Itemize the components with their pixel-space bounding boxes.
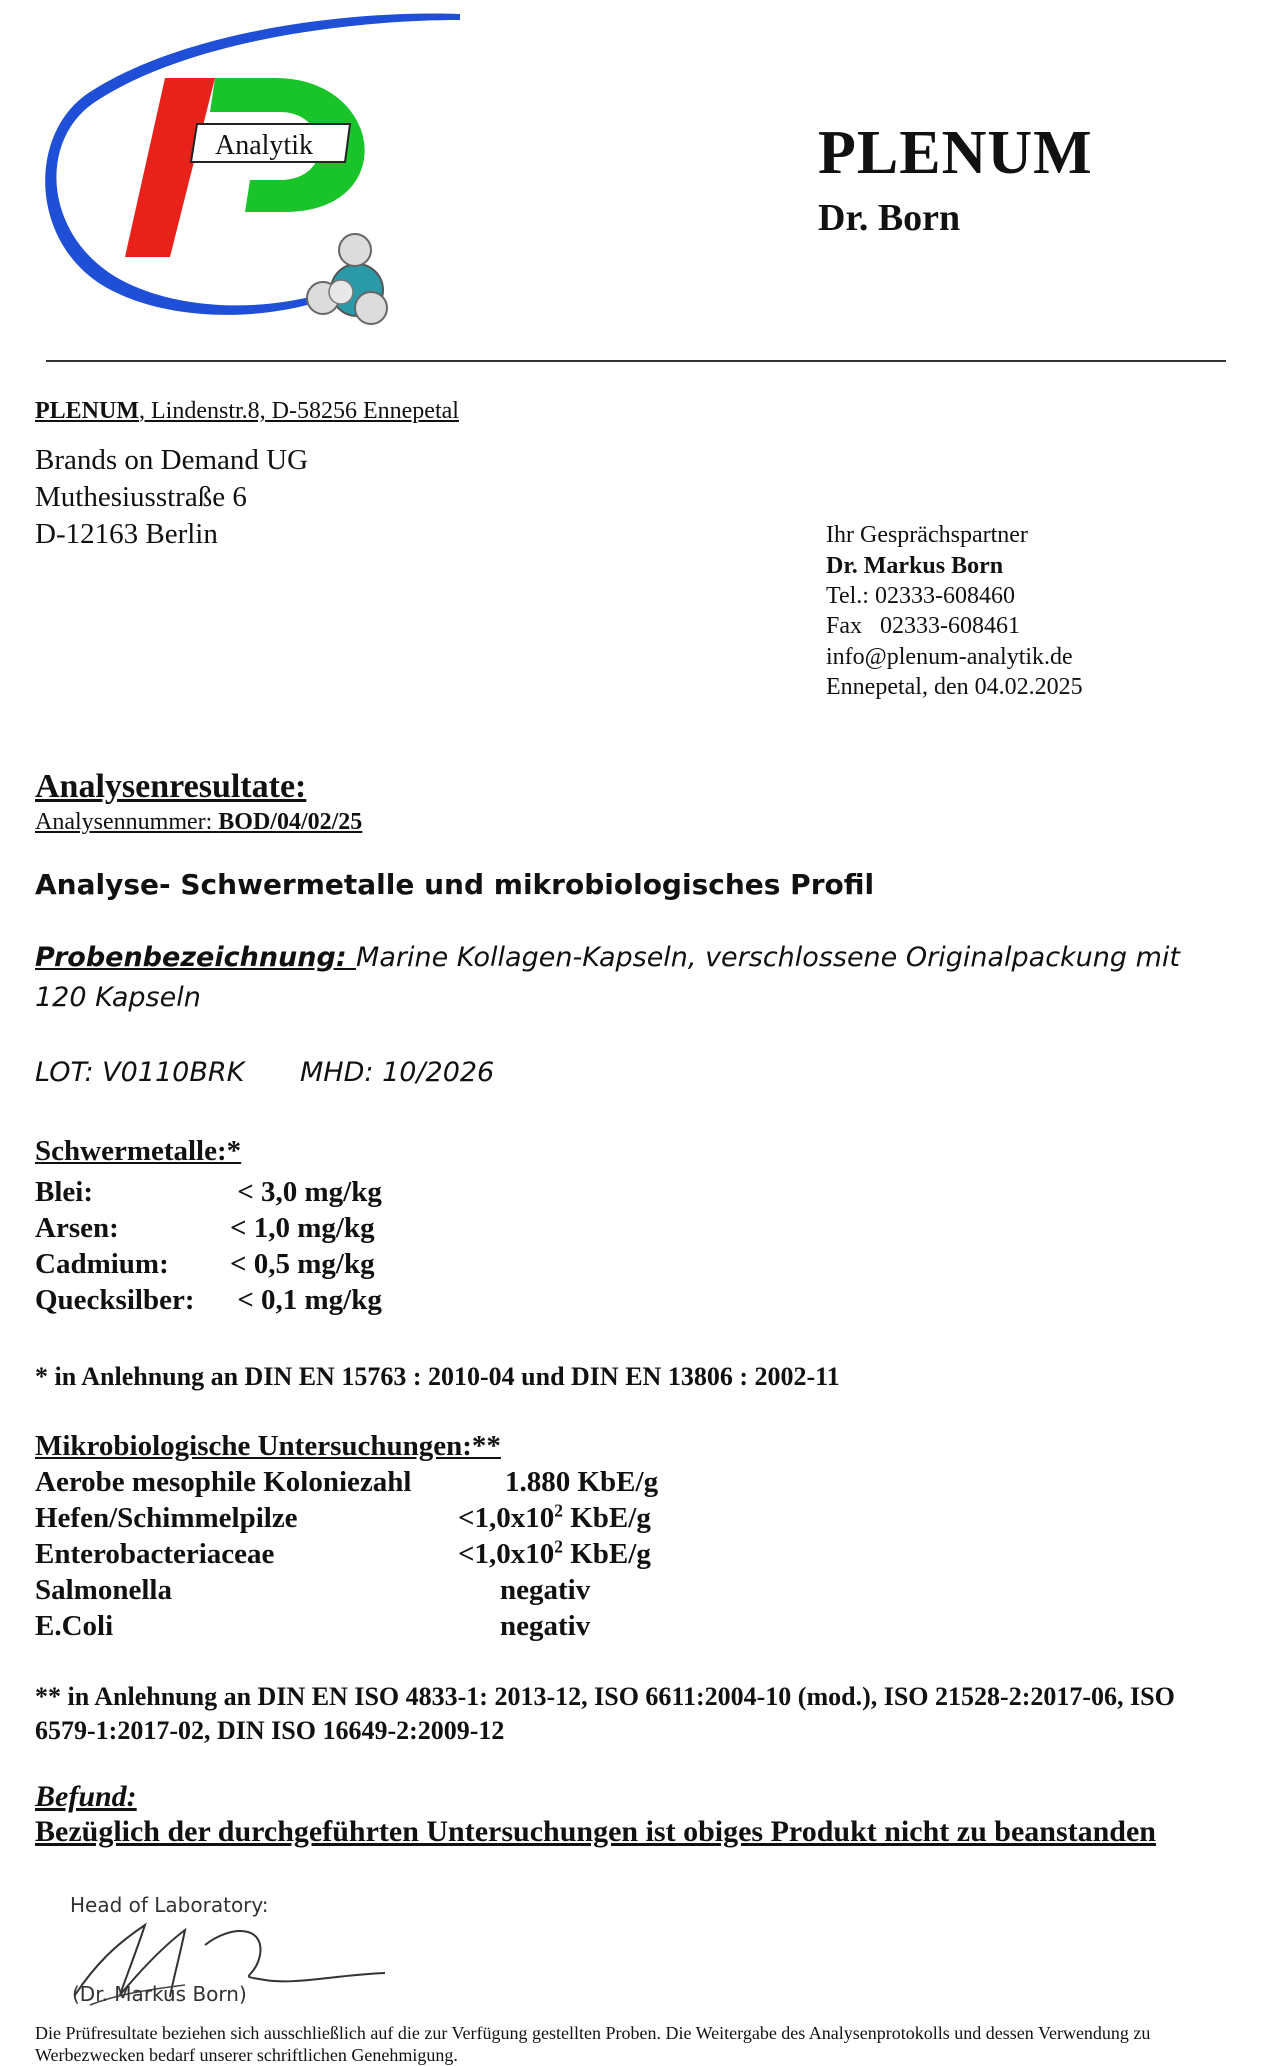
- sender-address-line: [35, 398, 459, 425]
- analysis-number-label: Analysennummer:: [35, 809, 219, 835]
- recipient-line: Muthesiusstraße 6: [35, 481, 247, 513]
- micro-test-name: E.Coli: [35, 1610, 114, 1642]
- metal-value: < 0,5 mg/kg: [230, 1248, 375, 1280]
- micro-test-value: $<1,0x10^2$ KbE/g: [458, 1536, 651, 1570]
- logo-text: Analytik: [215, 130, 313, 161]
- metal-value: < 0,1 mg/kg: [230, 1284, 382, 1316]
- finding-text: Bezüglich der durchgeführten Untersuchungen ist obiges Produkt nicht zu beanstanden: [35, 1815, 1156, 1848]
- brand-subtitle: Dr. Born: [818, 197, 961, 239]
- brand-name: PLENUM: [818, 119, 1093, 187]
- plenum-analytik-logo: [45, 12, 465, 332]
- best-before: MHD: 10/2026: [300, 1057, 495, 1088]
- recipient-line: D-12163 Berlin: [35, 518, 218, 550]
- metal-name: Cadmium:: [35, 1248, 169, 1280]
- metal-value: < 1,0 mg/kg: [230, 1212, 375, 1244]
- micro-test-value: 1.880 KbE/g: [505, 1466, 659, 1498]
- analysis-number-line: [35, 809, 362, 836]
- contact-tel: Tel.: 02333-608460: [826, 583, 1015, 609]
- signature-name: (Dr. Markus Born): [72, 1982, 247, 2006]
- micro-test-value: negativ: [500, 1610, 591, 1642]
- contact-email: info@plenum-analytik.de: [826, 644, 1073, 670]
- finding-label: Befund:: [35, 1780, 137, 1813]
- contact-name: Dr. Markus Born: [826, 553, 1004, 579]
- contact-label: Ihr Gesprächspartner: [826, 522, 1028, 548]
- contact-fax: Fax 02333-608461: [826, 613, 1020, 639]
- section-title: Analysenresultate:: [35, 768, 307, 805]
- micro-test-name: Aerobe mesophile Koloniezahl: [35, 1466, 412, 1498]
- metal-name: Quecksilber:: [35, 1284, 195, 1316]
- signature-head: Head of Laboratory:: [70, 1893, 269, 1917]
- sample-description: [35, 938, 1225, 1018]
- micro-test-name: Enterobacteriaceae: [35, 1538, 275, 1570]
- header-divider: [46, 360, 1226, 362]
- heavy-metals-footnote: * in Anlehnung an DIN EN 15763 : 2010-04 und DIN EN 13806 : 2002-11: [35, 1362, 840, 1391]
- micro-test-name: Hefen/Schimmelpilze: [35, 1502, 298, 1534]
- disclaimer: Die Prüfresultate beziehen sich ausschließlich auf die zur Verfügung gestellten Proben. Die Weitergabe des Analysenprotokolls und dessen Verwendung zu Werbezwecken bedarf unserer schriftlichen Genehmigung.: [35, 2023, 1151, 2065]
- sample-label: Probenbezeichnung:: [35, 942, 357, 973]
- contact-date: Ennepetal, den 04.02.2025: [826, 674, 1083, 700]
- metal-name: Blei:: [35, 1176, 93, 1208]
- micro-title: Mikrobiologische Untersuchungen:**: [35, 1430, 501, 1462]
- metal-value: < 3,0 mg/kg: [230, 1176, 382, 1208]
- recipient-line: Brands on Demand UG: [35, 444, 309, 476]
- sender-address: , Lindenstr.8, D-58256 Ennepetal: [139, 398, 459, 424]
- analysis-title: Analyse- Schwermetalle und mikrobiologisches Profil: [35, 868, 875, 901]
- analysis-number: BOD/04/02/25: [218, 809, 363, 835]
- sample-text: Marine Kollagen-Kapseln, verschlossene Originalpackung mit 120 Kapseln: [35, 942, 1181, 1013]
- micro-test-value: $<1,0x10^2$ KbE/g: [458, 1500, 651, 1534]
- sender-name: PLENUM: [35, 398, 139, 424]
- metal-name: Arsen:: [35, 1212, 119, 1244]
- micro-test-name: Salmonella: [35, 1574, 172, 1606]
- micro-test-value: negativ: [500, 1574, 591, 1606]
- heavy-metals-title: Schwermetalle:*: [35, 1135, 242, 1167]
- lot-number: LOT: V0110BRK: [35, 1057, 245, 1088]
- micro-footnote: ** in Anlehnung an DIN EN ISO 4833-1: 2013-12, ISO 6611:2004-10 (mod.), ISO 21528-2:2017-06, ISO 6579-1:2017-02, DIN ISO 16649-2:2009-12: [35, 1682, 1175, 1745]
